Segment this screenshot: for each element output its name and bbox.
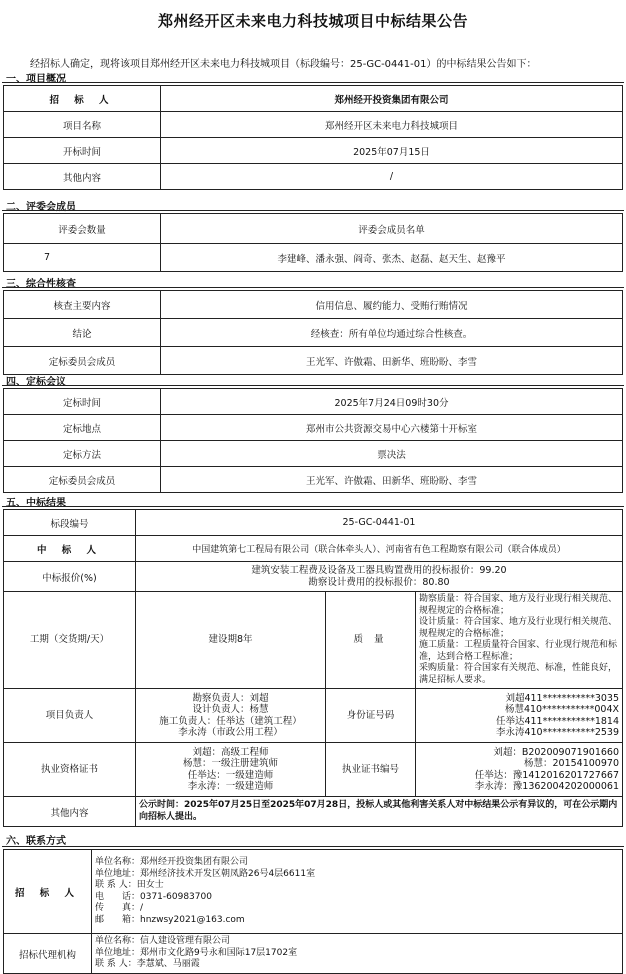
bid-price-value — [136, 562, 623, 592]
id-value — [416, 689, 623, 743]
conclusion-value: 经核查：所有单位均通过综合性核查。 — [161, 319, 623, 347]
section-divider — [2, 287, 624, 288]
decision-members-value: 王光军、许傲霜、田新华、班盼盼、李雪 — [161, 467, 623, 493]
id-number: 李永涛410***********2539 — [495, 727, 619, 738]
pm-construction: 施工负责人：任举达（建筑工程） — [159, 715, 302, 727]
pm-label: 项目负责人 — [4, 689, 136, 743]
project-name-label: 项目名称 — [4, 112, 161, 138]
section-4-heading: 四、定标会议 — [6, 377, 66, 388]
contact-email: 邮 箱：hnzwsy2021@163.com — [95, 914, 245, 925]
opening-time-label: 开标时间 — [4, 138, 161, 164]
project-overview-table — [3, 85, 623, 190]
bid-price-construction: 建筑安装工程费及设备及工器具购置费用的投标报价：99.20 — [251, 565, 507, 576]
intro-text: 经招标人确定，现将该项目郑州经开区未来电力科技城项目（标段编号：25-GC-0441-01）的中标结果公告如下： — [30, 59, 537, 70]
decision-place-value: 郑州市公共资源交易中心六楼第十开标室 — [161, 415, 623, 441]
decision-time-value: 2025年7月24日09时30分 — [161, 389, 623, 415]
cert-number: 刘超：B202009071901660 — [493, 746, 619, 758]
qualification-label: 执业资格证书 — [4, 743, 136, 797]
qualification-item: 任举达：一级建造师 — [187, 769, 274, 781]
tenderer-label: 招 标 人 — [4, 86, 161, 112]
committee-count: 7 — [4, 244, 161, 272]
bid-price-label: 中标报价(%) — [4, 562, 136, 592]
committee-list-header: 评委会成员名单 — [161, 214, 623, 244]
decision-time-label: 定标时间 — [4, 389, 161, 415]
quality-design: 设计质量：符合国家、地方及行业现行相关规范、规程规定的合格标准； — [419, 617, 618, 639]
section-3-heading: 三、综合性核查 — [6, 279, 76, 290]
conclusion-label: 结论 — [4, 319, 161, 347]
contact-tenderer-label: 招 标 人 — [4, 850, 92, 934]
period-label: 工期（交货期/天） — [4, 592, 136, 689]
agent-person: 联 系 人：李慧斌、马丽霞 — [95, 959, 200, 970]
decision-method-value: 票决法 — [161, 441, 623, 467]
check-content-value: 信用信息、履约能力、受贿行贿情况 — [161, 291, 623, 319]
other-content-label: 其他内容 — [4, 164, 161, 190]
project-name-value: 郑州经开区未来电力科技城项目 — [161, 112, 623, 138]
contact-phone: 电 话：0371-60983700 — [95, 891, 212, 902]
bid-no-label: 标段编号 — [4, 510, 136, 536]
bid-price-survey: 勘察设计费用的投标报价：80.80 — [308, 576, 450, 588]
section-divider — [2, 506, 624, 507]
id-number: 任举达411***********1814 — [495, 715, 619, 727]
quality-construction: 施工质量：工程质量符合国家、行业现行规范和标准，达到合格工程标准； — [419, 640, 618, 662]
section-divider — [2, 385, 624, 386]
contact-person: 联 系 人：田女士 — [95, 880, 164, 890]
quality-value — [416, 592, 623, 689]
other-value: 公示时间：2025年07月25日至2025年07月28日，投标人或其他利害关系人对中标结果公示有异议的，可在公示期内向招标人提出。 — [136, 797, 623, 827]
section-2-heading: 二、评委会成员 — [6, 202, 76, 213]
other-content-value: / — [161, 164, 623, 190]
contact-table — [3, 849, 623, 974]
qualification-value — [136, 743, 326, 797]
bid-no-value: 25-GC-0441-01 — [136, 510, 623, 536]
quality-label: 质 量 — [326, 592, 416, 689]
committee-count-header: 评委会数量 — [4, 214, 161, 244]
cert-label: 执业证书编号 — [326, 743, 416, 797]
qualification-item: 刘超：高级工程师 — [192, 746, 269, 758]
contact-agent-label: 招标代理机构 — [4, 934, 92, 974]
contact-address: 单位地址：郑州经济技术开发区朝凤路26号4层6611室 — [95, 868, 316, 879]
cert-number: 杨慧：20154100970 — [524, 758, 619, 769]
committee-members: 李建峰、潘永强、阎奇、张杰、赵磊、赵天生、赵豫平 — [161, 244, 623, 272]
section-5-heading: 五、中标结果 — [6, 498, 66, 509]
committee-table — [3, 213, 623, 272]
pm-value — [136, 689, 326, 743]
section-divider — [2, 82, 624, 83]
page-title: 郑州经开区未来电力科技城项目中标结果公告 — [157, 12, 468, 30]
section-1-heading: 一、项目概况 — [6, 74, 66, 85]
id-label: 身份证号码 — [326, 689, 416, 743]
agent-address: 单位地址：郑州市文化路9号永和国际17层1702室 — [95, 947, 298, 958]
verification-table — [3, 290, 623, 375]
decision-members-label: 定标委员会成员 — [4, 467, 161, 493]
opening-time-value: 2025年07月15日 — [161, 138, 623, 164]
decision-method-label: 定标方法 — [4, 441, 161, 467]
winner-label: 中 标 人 — [4, 536, 136, 562]
decision-committee-label: 定标委员会成员 — [4, 347, 161, 375]
cert-number: 任举达：豫1412016201727667 — [474, 769, 619, 781]
check-content-label: 核查主要内容 — [4, 291, 161, 319]
decision-meeting-table — [3, 388, 623, 493]
quality-survey: 勘察质量：符合国家、地方及行业现行相关规范、规程规定的合格标准； — [419, 594, 618, 616]
section-divider — [2, 846, 624, 847]
section-6-heading: 六、联系方式 — [6, 836, 66, 847]
pm-municipal: 李永涛（市政公用工程） — [178, 727, 283, 738]
cert-value — [416, 743, 623, 797]
winner-value: 中国建筑第七工程局有限公司（联合体牵头人）、河南省有色工程勘察有限公司（联合体成员） — [136, 536, 623, 562]
decision-place-label: 定标地点 — [4, 415, 161, 441]
id-number: 杨慧410***********004X — [504, 704, 619, 715]
decision-committee-value: 王光军、许傲霜、田新华、班盼盼、李雪 — [161, 347, 623, 375]
tenderer-value: 郑州经开投资集团有限公司 — [161, 86, 623, 112]
id-number: 刘超411***********3035 — [505, 692, 619, 704]
contact-fax: 传 真：/ — [95, 903, 144, 913]
qualification-item: 李永涛：一级建造师 — [187, 781, 274, 792]
quality-procurement: 采购质量：符合国家有关规范、标准，性能良好，满足招标人要求。 — [419, 663, 618, 685]
cert-number: 李永涛：豫1362004202000061 — [474, 781, 619, 792]
pm-survey: 勘察负责人：刘超 — [192, 692, 269, 704]
contact-tenderer-info — [92, 850, 623, 934]
qualification-item: 杨慧：一级注册建筑师 — [182, 758, 278, 769]
contact-company: 单位名称：郑州经开投资集团有限公司 — [95, 857, 249, 867]
pm-design: 设计负责人：杨慧 — [192, 704, 269, 715]
agent-company: 单位名称：信人建设管理有限公司 — [95, 936, 231, 947]
period-value: 建设期8年 — [136, 592, 326, 689]
bid-result-table — [3, 509, 623, 827]
section-divider — [2, 210, 624, 211]
other-label: 其他内容 — [4, 797, 136, 827]
